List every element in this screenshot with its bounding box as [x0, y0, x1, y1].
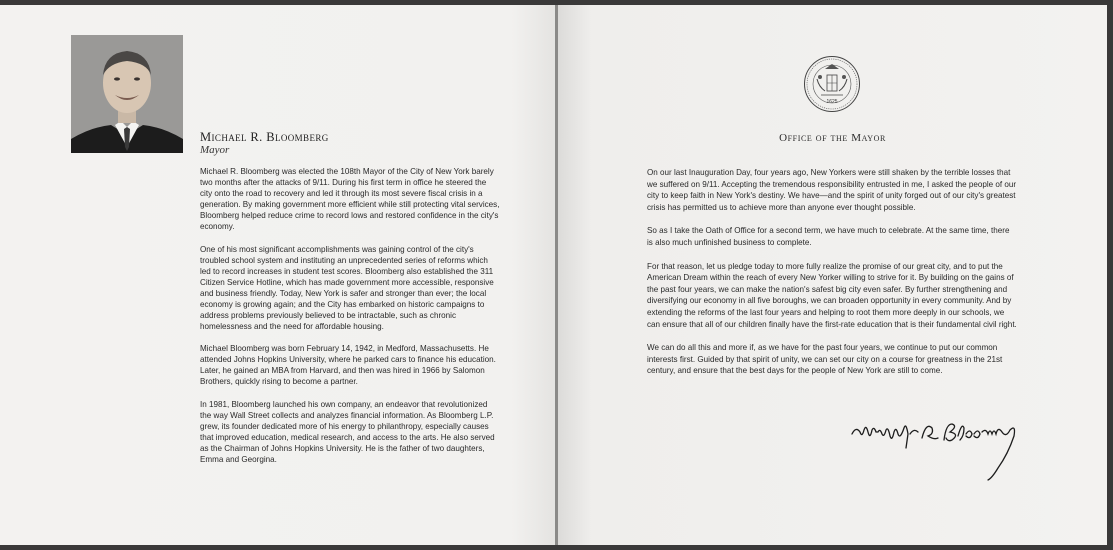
mayor-name: Michael R. Bloomberg	[200, 130, 329, 144]
letter-paragraph: We can do all this and more if, as we have for the past four years, we continue to put our common interests first. Guided by that spirit of unity, we can set our city on a course for greatness in the 21st century, and ensure that the best days for the people of New York are still to come.	[647, 343, 1003, 376]
seal-year: 1625	[826, 99, 838, 105]
city-seal-icon	[803, 55, 861, 113]
scan-edge-right	[1107, 0, 1113, 550]
left-page	[0, 0, 556, 550]
mayor-letter	[647, 167, 1017, 389]
biography	[200, 166, 500, 476]
office-heading: Office of the Mayor	[779, 132, 886, 144]
bio-paragraph: Michael Bloomberg was born February 14, 1942, in Medford, Massachusetts. He attended Johns Hopkins University, where he parked cars to finance his education. Later, he gained an MBA from Harvard, and then was hired in 1966 by Salomon Brothers, quickly rising to become a partner.	[200, 344, 496, 386]
letter-paragraph: On our last Inauguration Day, four years ago, New Yorkers were still shaken by the terrible losses that we suffered on 9/11. Accepting the tremendous responsibility entrusted in me, I asked the people of our city to keep faith in New York's destiny. We have—and the spirit of unity forged out of our city's greatest crisis has permitted us to achieve more than anyone ever thought possible.	[647, 168, 1017, 212]
scan-edge-bottom	[0, 545, 1113, 550]
mayor-signature	[848, 418, 1023, 484]
scan-edge-top	[0, 0, 1113, 5]
bio-paragraph: Michael R. Bloomberg was elected the 108th Mayor of the City of New York barely two months after the attacks of 9/11. During his first term in office he steered the city onto the road to recovery and led it through its most severe fiscal crisis in a generation. By making government more efficient while still protecting vital services, Bloomberg helped reduce crime to record lows and restored confidence in the city's economy.	[200, 167, 500, 231]
bio-paragraph: In 1981, Bloomberg launched his own company, an endeavor that revolutionized the way Wall Street collects and analyzes financial information. As Bloomberg L.P. grew, its founder dedicated more of his energy to philanthropy, especially causes that improved education, medical research, and access to the arts. He also served as the Chairman of Johns Hopkins University. He is the father of two daughters, Emma and Georgina.	[200, 399, 495, 464]
portrait-illustration	[71, 35, 183, 153]
mayor-portrait-photo	[71, 35, 183, 153]
mayor-title: Mayor	[200, 144, 230, 156]
letter-paragraph: So as I take the Oath of Office for a second term, we have much to celebrate. At the same time, there is also much unfinished business to complete.	[647, 226, 1010, 247]
bio-paragraph: One of his most significant accomplishments was gaining control of the city's troubled school system and instituting an unprecedented series of reforms which led to record increases in student test scores. Bloomberg also established the 311 Citizen Service Hotline, which has made government more accessible, responsive and business friendly. Today, New York is safer and stronger than ever; the local economy is growing again; and the City has embarked on historic campaigns to address problems previously believed to be intractable, such as chronic homelessness and the need for affordable housing.	[200, 244, 494, 331]
letter-paragraph: For that reason, let us pledge today to more fully realize the promise of our great city, and to put the American Dream within the reach of every New Yorker willing to strive for it. By building on the gains of the past four years, we can make the nation's safest big city even safer. By further strengthening and diversifying our economy in all five boroughs, we can broaden opportunity in every community. And by extending the reforms of the last four years and helping to root them more deeply in our schools, we can ensure that all of our children finally have the first-rate education that is their fundamental civil right.	[647, 261, 1017, 329]
